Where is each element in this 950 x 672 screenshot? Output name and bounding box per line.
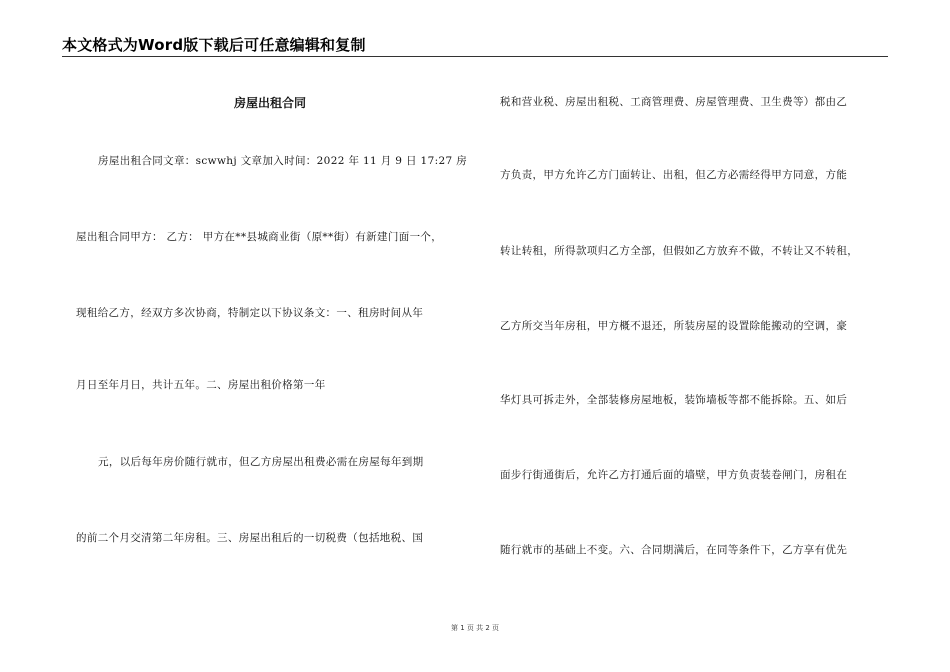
document-title: 房屋出租合同 [233,96,306,110]
body-line: 元，以后每年房价随行就市，但乙方房屋出租费必需在房屋每年到期 [98,456,424,468]
body-line: 月日至年月日，共计五年。二、房屋出租价格第一年 [76,379,326,391]
body-line: 房屋出租合同文章：scwwhj 文章加入时间：2022 年 11 月 9 日 17:27 房 [98,155,468,167]
body-line: 现租给乙方，经双方多次协商，特制定以下协议条文：一、租房时间从年 [76,307,424,319]
body-line: 转让转租，所得款项归乙方全部，但假如乙方放弃不做，不转让又不转租， [500,245,859,257]
body-line: 乙方所交当年房租，甲方概不退还，所装房屋的设置除能搬动的空调，豪 [500,320,848,332]
body-line: 华灯具可拆走外，全部装修房屋地板，装饰墙板等都不能拆除。五、如后 [500,394,848,406]
body-line: 的前二个月交清第二年房租。三、房屋出租后的一切税费（包括地税、国 [76,532,424,544]
body-line: 税和营业税、房屋出租税、工商管理费、房屋管理费、卫生费等）都由乙 [500,96,848,108]
body-line: 随行就市的基础上不变。六、合同期满后，在同等条件下，乙方享有优先 [500,544,848,556]
header-divider [62,56,888,57]
download-banner: 本文格式为Word版下载后可任意编辑和复制 [62,36,366,54]
body-line: 面步行街通街后，允许乙方打通后面的墙壁，甲方负责装卷闸门，房租在 [500,469,848,481]
body-line: 方负责，甲方允许乙方门面转让、出租，但乙方必需经得甲方同意，方能 [500,169,848,181]
page-number: 第 1 页 共 2 页 [450,624,500,632]
body-line: 屋出租合同甲方： 乙方： 甲方在**县城商业街（原**街）有新建门面一个， [76,231,443,243]
